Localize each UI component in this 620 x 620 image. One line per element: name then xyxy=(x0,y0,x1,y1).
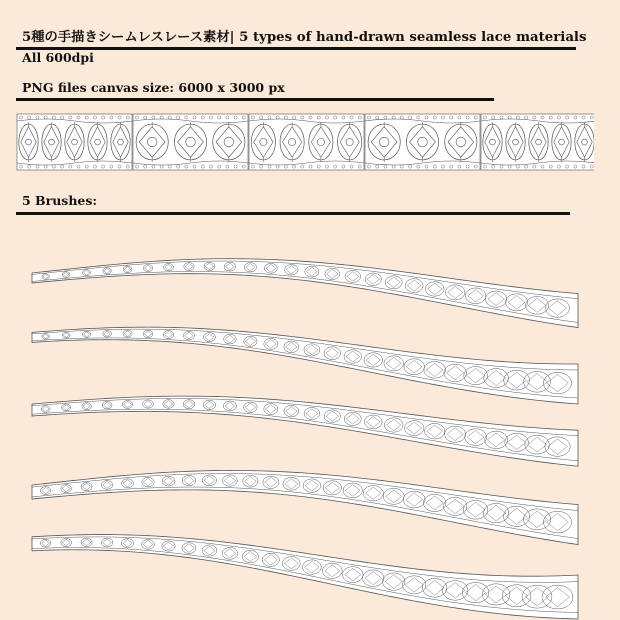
lace-tile-2 xyxy=(133,114,248,170)
title-underline xyxy=(16,47,576,50)
lace-tiles-preview xyxy=(16,112,594,172)
lace-tile-1 xyxy=(17,114,132,170)
lace-brush-stroke-5 xyxy=(32,535,578,619)
lace-tile-5 xyxy=(481,114,594,170)
lace-brush-stroke-4 xyxy=(32,470,578,544)
page-title: 5種の手描きシームレスレース素材| 5 types of hand-drawn seamless lace materials xyxy=(22,30,587,45)
canvas-size-note: PNG files canvas size: 6000 x 3000 px xyxy=(22,80,285,95)
brushes-underline xyxy=(16,212,570,215)
canvas-size-underline xyxy=(16,98,494,101)
lace-tile-3 xyxy=(249,114,364,170)
resolution-note: All 600dpi xyxy=(22,50,94,65)
lace-tile-4 xyxy=(365,114,480,170)
lace-brush-stroke-1 xyxy=(32,259,578,328)
lace-brush-stroke-3 xyxy=(32,396,578,466)
lace-brushes-preview xyxy=(0,230,620,620)
brushes-heading: 5 Brushes: xyxy=(22,193,98,208)
lace-brush-stroke-2 xyxy=(32,327,578,404)
